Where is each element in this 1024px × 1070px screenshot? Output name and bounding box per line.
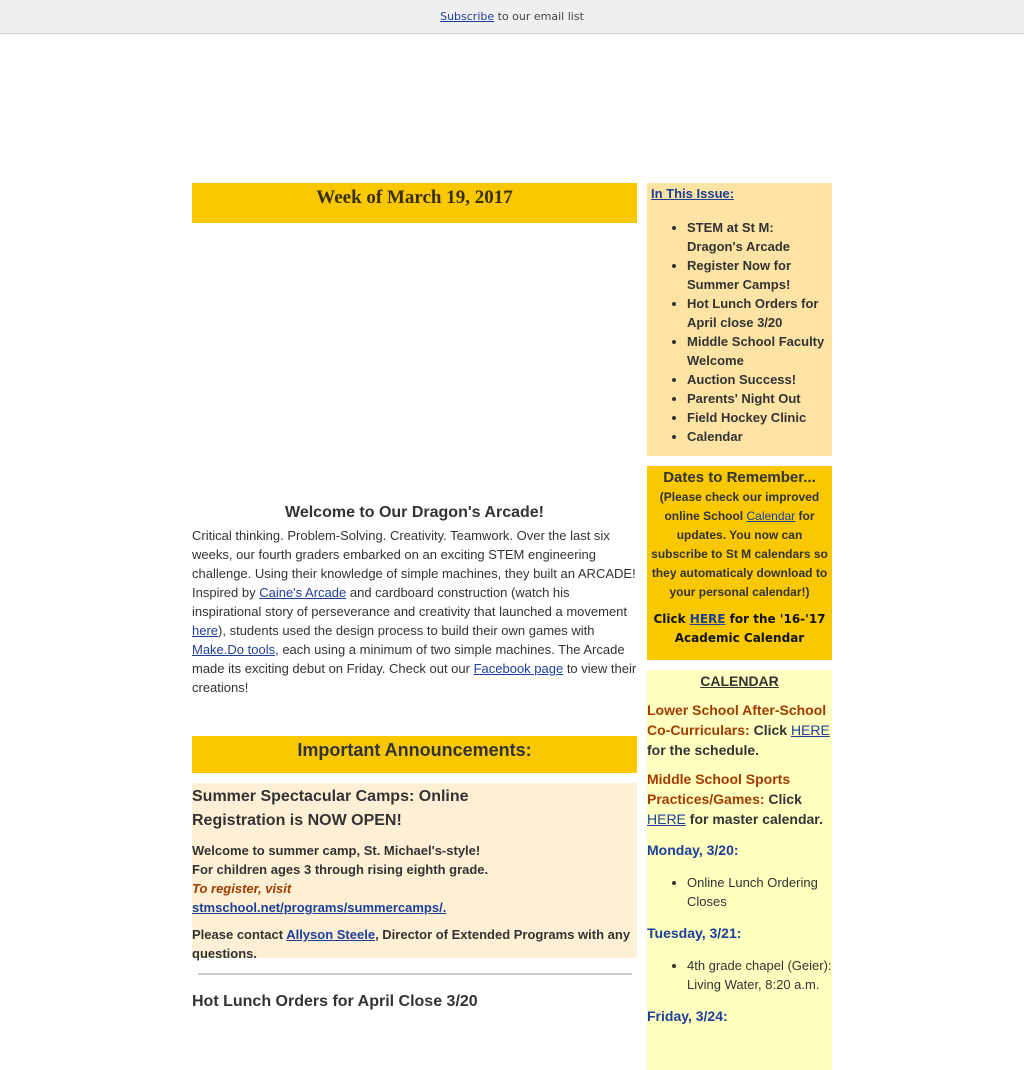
calendar-day: Monday, 3/20: <box>647 842 739 858</box>
issue-item: • STEM at St M: Dragon's Arcade <box>687 218 828 256</box>
summercamps-link[interactable]: stmschool.net/programs/summercamps/. <box>192 900 447 915</box>
text: to view their creations! <box>192 661 637 695</box>
dates-text <box>647 488 832 602</box>
academic-calendar-link[interactable]: HERE <box>689 612 726 626</box>
announcements-banner: Important Announcements: <box>192 736 637 773</box>
makedo-link[interactable]: Make.Do tools <box>192 642 276 657</box>
academic-calendar-text <box>647 610 832 648</box>
article-body <box>192 526 637 697</box>
facebook-link[interactable]: Facebook page <box>473 661 564 676</box>
issue-item: • Auction Success! <box>687 370 828 389</box>
main-column <box>192 183 637 1010</box>
calendar-box <box>647 670 832 1070</box>
summer-text <box>192 841 492 917</box>
middle-school-text <box>647 769 832 829</box>
text: Please contact <box>192 927 287 942</box>
week-banner: Week of March 19, 2017 <box>192 183 637 223</box>
text: ), students used the design process to build their own games with <box>218 623 595 638</box>
issue-item: • Hot Lunch Orders for April close 3/20 <box>687 294 828 332</box>
text: Critical thinking. Problem-Solving. Creativity. Teamwork. Over the last six weeks, our fourth graders embarked on an exciting STEM engineering challenge. Using their knowledge of simple machines, they built an ARCADE! Inspired by <box>192 528 636 600</box>
allyson-steele-link[interactable]: Allyson Steele <box>286 927 376 942</box>
middle-school-here-link[interactable]: HERE <box>647 811 686 827</box>
text: Click <box>653 612 690 626</box>
day-events <box>687 873 832 911</box>
sidebar <box>647 183 832 1070</box>
text: (Please check our improved online School <box>659 490 820 523</box>
article-title: Welcome to Our Dragon's Arcade! <box>285 504 544 521</box>
calendar-event: • Online Lunch Ordering Closes <box>687 873 832 911</box>
calendar-days <box>647 840 832 1026</box>
text: , each using a minimum of two simple machines. The Arcade made its exciting debut on Friday. Check out our <box>192 642 625 676</box>
text: Click <box>764 791 802 807</box>
text: Click <box>749 722 791 738</box>
in-this-issue-link[interactable]: In This Issue: <box>651 186 735 201</box>
calendar-day: Tuesday, 3/21: <box>647 925 742 941</box>
issue-list <box>687 218 828 446</box>
issue-item: • Middle School Faculty Welcome <box>687 332 828 370</box>
text: Welcome to summer camp, St. Michael's-style! For children ages 3 through rising eighth grade. <box>192 843 489 877</box>
dates-box <box>647 466 832 660</box>
subscribe-link[interactable]: Subscribe <box>440 10 495 23</box>
label: Middle School Sports Practices/Games: <box>647 771 791 807</box>
dates-title: Dates to Remember... <box>663 469 816 486</box>
issue-item: • Register Now for Summer Camps! <box>687 256 828 294</box>
issue-item: • Parents' Night Out <box>687 389 828 408</box>
calendar-link[interactable]: Calendar <box>746 509 796 523</box>
issue-item: • Field Hockey Clinic <box>687 408 828 427</box>
here-link[interactable]: here <box>192 623 219 638</box>
caines-arcade-link[interactable]: Caine's Arcade <box>259 585 347 600</box>
subscribe-text: to our email list <box>494 10 584 23</box>
in-this-issue-box <box>647 183 832 456</box>
text: and cardboard construction (watch his inspirational story of perseverance and creativity that launched a movement <box>192 585 628 619</box>
register-text: To register, visit <box>192 881 292 896</box>
summer-title: Summer Spectacular Camps: Online Registration is NOW OPEN! <box>192 788 469 829</box>
text: for updates. You now can subscribe to St M calendars so they automaticaly download to your personal calendar!) <box>651 509 828 599</box>
subscribe-bar <box>0 0 1024 34</box>
label: Lower School After-School Co-Curriculars: <box>647 702 827 738</box>
issue-item: • Calendar <box>687 427 828 446</box>
divider <box>198 973 632 975</box>
text: for master calendar. <box>685 811 823 827</box>
text: for the '16-'17 Academic Calendar <box>674 612 826 645</box>
text: for the schedule. <box>647 742 760 758</box>
lower-school-text <box>647 700 832 760</box>
contact-text <box>192 925 637 963</box>
lower-school-here-link[interactable]: HERE <box>790 722 830 738</box>
calendar-day: Friday, 3/24: <box>647 1008 728 1024</box>
day-events <box>687 956 832 994</box>
calendar-title: CALENDAR <box>700 673 779 689</box>
hot-lunch-title: Hot Lunch Orders for April Close 3/20 <box>192 993 478 1010</box>
calendar-event: • 4th grade chapel (Geier): Living Water, 8:20 a.m. <box>687 956 832 994</box>
summer-camps-box <box>192 783 637 961</box>
text: , Director of Extended Programs with any questions. <box>192 927 631 961</box>
